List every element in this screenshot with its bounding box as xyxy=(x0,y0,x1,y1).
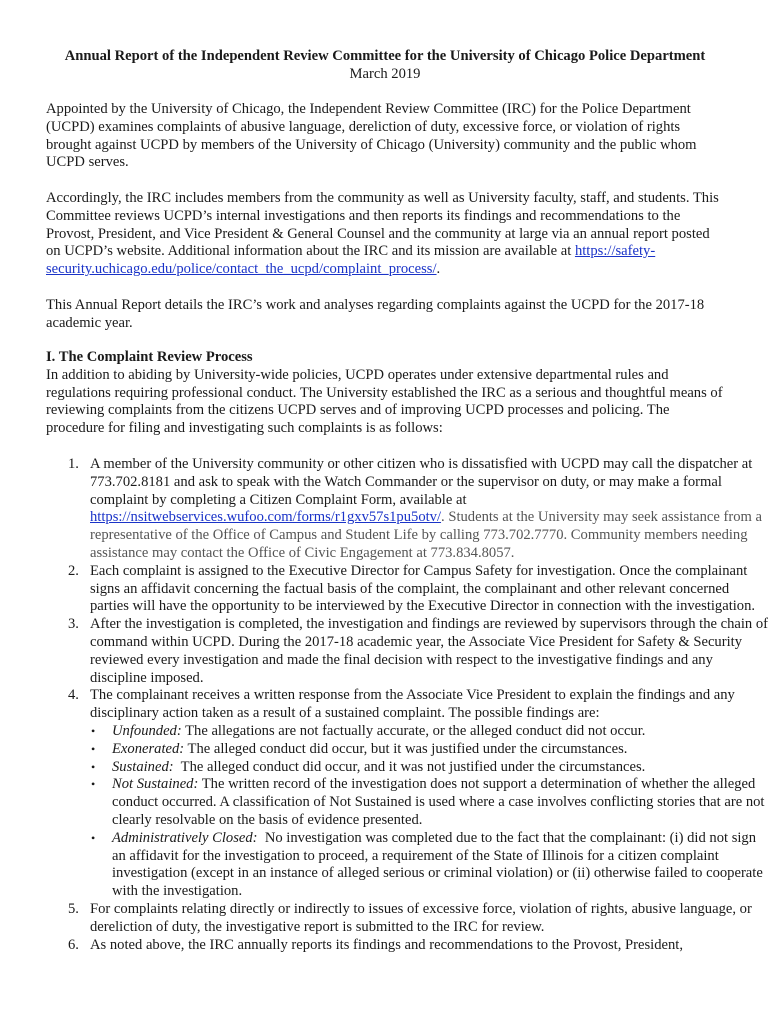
finding-text: The written record of the investigation does not support a determination of whether the alleged conduct occurred. A classification of Not Sustained is used where a case involves conflicting stories that are not clearly resolvable on the basis of evidence presented. xyxy=(112,776,765,828)
list-item-text: A member of the University community or other citizen who is dissatisfied with UCPD may call the dispatcher at 773.702.8181 and ask to speak with the Watch Commander or the supervisor on duty, or may make a formal complaint by completing a Citizen Complaint Form, available at xyxy=(90,456,753,508)
finding-term: Not Sustained: xyxy=(112,776,199,793)
list-item xyxy=(68,687,770,901)
list-number: 4. xyxy=(68,687,79,704)
report-title: Annual Report of the Independent Review Committee for the University of Chicago Police Department xyxy=(64,48,706,64)
intro-paragraph-3: This Annual Report details the IRC’s work and analyses regarding complaints against the UCPD for the 2017-18 academic year. xyxy=(46,297,705,331)
list-item xyxy=(68,616,770,687)
section-1 xyxy=(46,349,726,438)
complaint-form-link[interactable]: https://nsitwebservices.wufoo.com/forms/r1gxv57s1pu5otv/ xyxy=(90,509,442,526)
bullet-icon: • xyxy=(91,759,96,774)
complaint-process-link[interactable]: https://safety-security.uchicago.edu/police/contact_the_ucpd/complaint_process/ xyxy=(46,243,656,278)
list-number: 6. xyxy=(68,936,79,953)
list-number: 2. xyxy=(68,562,79,579)
list-item-text: For complaints relating directly or indirectly to issues of excessive force, violation of rights, abusive language, or dereliction of duty, the investigative report is submitted to the IRC for review. xyxy=(90,900,752,935)
finding-term: Administratively Closed: xyxy=(112,829,258,846)
finding-item xyxy=(91,722,770,741)
procedure-list xyxy=(46,456,770,954)
list-item xyxy=(68,562,770,616)
bullet-icon: • xyxy=(91,777,96,792)
list-item-text: The complainant receives a written response from the Associate Vice President to explain the findings and any disciplinary action taken as a result of a sustained complaint. The possible findings are: xyxy=(90,687,735,722)
list-item xyxy=(68,900,770,937)
list-item-text: Each complaint is assigned to the Executive Director for Campus Safety for investigation. Once the complainant signs an affidavit concerning the factual basis of the complaint, the complainant and other relevant concerned parties will have the opportunity to be interviewed by the Executive Director in connection with the investigation. xyxy=(90,562,756,615)
intro-paragraph-1: Appointed by the University of Chicago, the Independent Review Committee (IRC) for the Police Department (UCPD) examines complaints of abusive language, dereliction of duty, excessive force, or violation of rights brought against UCPD by members of the University of Chicago (University) community and the public whom UCPD serves. xyxy=(46,101,697,171)
finding-item xyxy=(91,758,770,777)
section-body: In addition to abiding by University-wide policies, UCPD operates under extensive departmental rules and regulations requiring professional conduct. The University established the IRC as a serious and thoughtful means of reviewing complaints from the citizens UCPD serves and of improving UCPD processes and policing. The procedure for filing and investigating such complaints is as follows: xyxy=(46,366,723,437)
finding-text: No investigation was completed due to the fact that the complainant: (i) did not sign an affidavit for the investigation to proceed, a requirement of the State of Illinois for a citizen complaint investigation (except in an instance of alleged serious or criminal violation) or (ii) otherwise failed to cooperate with the investigation. xyxy=(112,829,767,900)
section-heading: I. The Complaint Review Process xyxy=(46,349,253,365)
list-number: 5. xyxy=(68,900,79,917)
finding-term: Unfounded: xyxy=(112,722,182,739)
finding-term: Exonerated: xyxy=(112,740,185,757)
list-item-tail: . Students at the University may seek assistance from a representative of the Office of Campus and Student Life by calling 773.702.7770. Community members needing assistance may contact the Office of Civic Engagement at 773.834.8057. xyxy=(90,509,763,561)
list-number: 1. xyxy=(68,456,79,472)
list-item-text: As noted above, the IRC annually reports its findings and recommendations to the Provost, President, xyxy=(90,936,683,953)
bullet-icon: • xyxy=(91,723,96,738)
list-item xyxy=(68,936,770,955)
list-item xyxy=(68,456,770,563)
list-item-text: After the investigation is completed, the investigation and findings are reviewed by supervisors through the chain of command within UCPD. During the 2017-18 academic year, the Associate Vice President for Safety & Security reviewed every investigation and made the final decision with respect to the investigative findings and any discipline imposed. xyxy=(90,616,769,686)
intro-paragraph-2-end: . xyxy=(436,261,441,278)
title-block xyxy=(30,48,740,84)
bullet-icon: • xyxy=(91,830,96,845)
finding-item xyxy=(91,740,770,759)
finding-item xyxy=(91,776,770,829)
bullet-icon: • xyxy=(91,741,96,756)
finding-text: The allegations are not factually accurate, or the alleged conduct did not occur. xyxy=(181,722,646,739)
intro-paragraph-2 xyxy=(46,190,726,279)
report-date: March 2019 xyxy=(349,65,421,82)
finding-text: The alleged conduct did occur, but it was justified under the circumstances. xyxy=(184,740,628,757)
intro-paragraph-2-text: Accordingly, the IRC includes members from the community as well as University faculty, staff, and students. This Committee reviews UCPD’s internal investigations and then reports its findings and recommendations to the Provost, President, and Vice President & General Counsel and the community at large via an annual report posted on UCPD’s website. Additional information about the IRC and its mission are available at xyxy=(46,190,719,260)
findings-list xyxy=(90,723,770,901)
list-number: 3. xyxy=(68,616,79,633)
finding-item xyxy=(91,829,770,901)
finding-term: Sustained: xyxy=(112,758,174,775)
finding-text: The alleged conduct did occur, and it was not justified under the circumstances. xyxy=(173,758,646,775)
